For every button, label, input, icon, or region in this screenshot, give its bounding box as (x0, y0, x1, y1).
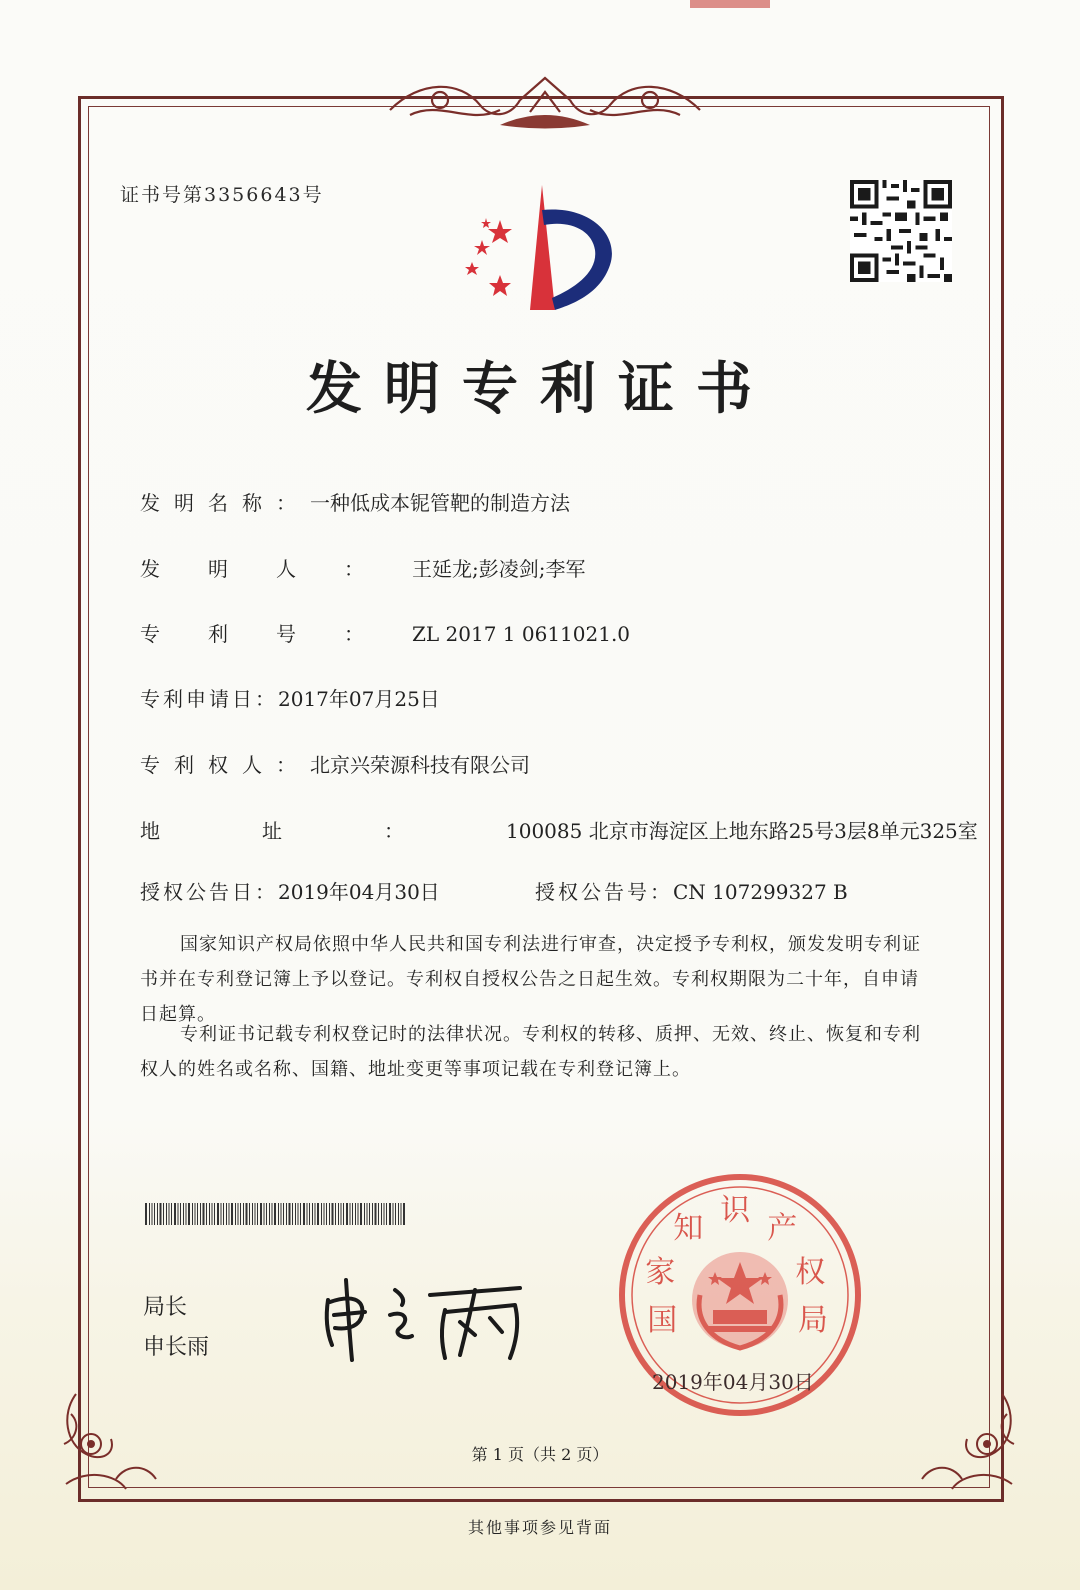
top-edge-mark (690, 0, 770, 8)
field-value: ZL 2017 1 0611021.0 (412, 622, 631, 646)
qr-code-icon (850, 180, 952, 282)
field-value: 王延龙;彭凌剑;李军 (412, 557, 586, 581)
field-invention-name (140, 487, 570, 516)
footer-note: 其他事项参见背面 (467, 1518, 612, 1537)
field-patentee (140, 749, 530, 778)
svg-text:国 家 知 识 产: 国 家 知 识 产 权 局 (645, 1193, 828, 1338)
top-ornament-icon (380, 70, 710, 140)
certificate-number: 证书号第3356643号 (120, 184, 324, 206)
field-label: 授权公告日： (140, 880, 278, 904)
field-value: 100085 北京市海淀区上地东路25号3层8单元325室 (506, 819, 978, 843)
field-label: 发明人： (140, 557, 412, 581)
field-label: 发明名称： (140, 491, 310, 515)
field-application-date (140, 683, 440, 712)
corner-ornament-icon (912, 1384, 1022, 1494)
field-patent-number (140, 618, 630, 647)
field-label: 专利申请日： (140, 687, 278, 711)
field-label: 授权公告号： (535, 880, 673, 904)
field-publication-number (535, 876, 848, 905)
field-value: 2017年07月25日 (278, 687, 440, 711)
field-label: 专利号： (140, 622, 412, 646)
director-signature-icon (310, 1260, 550, 1370)
field-value: 2019年04月30日 (278, 880, 440, 904)
field-inventors (140, 553, 585, 582)
field-label: 地址： (140, 819, 506, 843)
paragraph-grant-statement: 国家知识产权局依照中华人民共和国专利法进行审查，决定授予专利权，颁发发明专利证书并在专利登记簿上予以登记。专利权自授权公告之日起生效。专利权期限为二十年，自申请日起算。 (140, 934, 921, 1025)
corner-ornament-icon (56, 1384, 166, 1494)
certificate-title: 发明专利证书 (306, 356, 774, 422)
paragraph-legal-status: 专利证书记载专利权登记时的法律状况。专利权的转移、质押、无效、终止、恢复和专利权人的姓名或名称、国籍、地址变更等事项记载在专利登记簿上。 (140, 1024, 921, 1080)
director-title: 局长 (143, 1295, 188, 1320)
patent-office-emblem-icon (460, 180, 630, 320)
field-value: 一种低成本铌管靶的制造方法 (310, 491, 570, 515)
field-label: 专利权人： (140, 753, 310, 777)
field-value: 北京兴荣源科技有限公司 (310, 753, 530, 777)
field-grant-date (140, 876, 440, 905)
field-value: CN 107299327 B (673, 880, 848, 904)
director-name: 申长雨 (143, 1335, 210, 1360)
page-info: 第 1 页（共 2 页） (471, 1445, 609, 1464)
barcode-icon (145, 1203, 410, 1225)
field-address (140, 815, 978, 844)
seal-date: 2019年04月30日 (652, 1370, 814, 1394)
